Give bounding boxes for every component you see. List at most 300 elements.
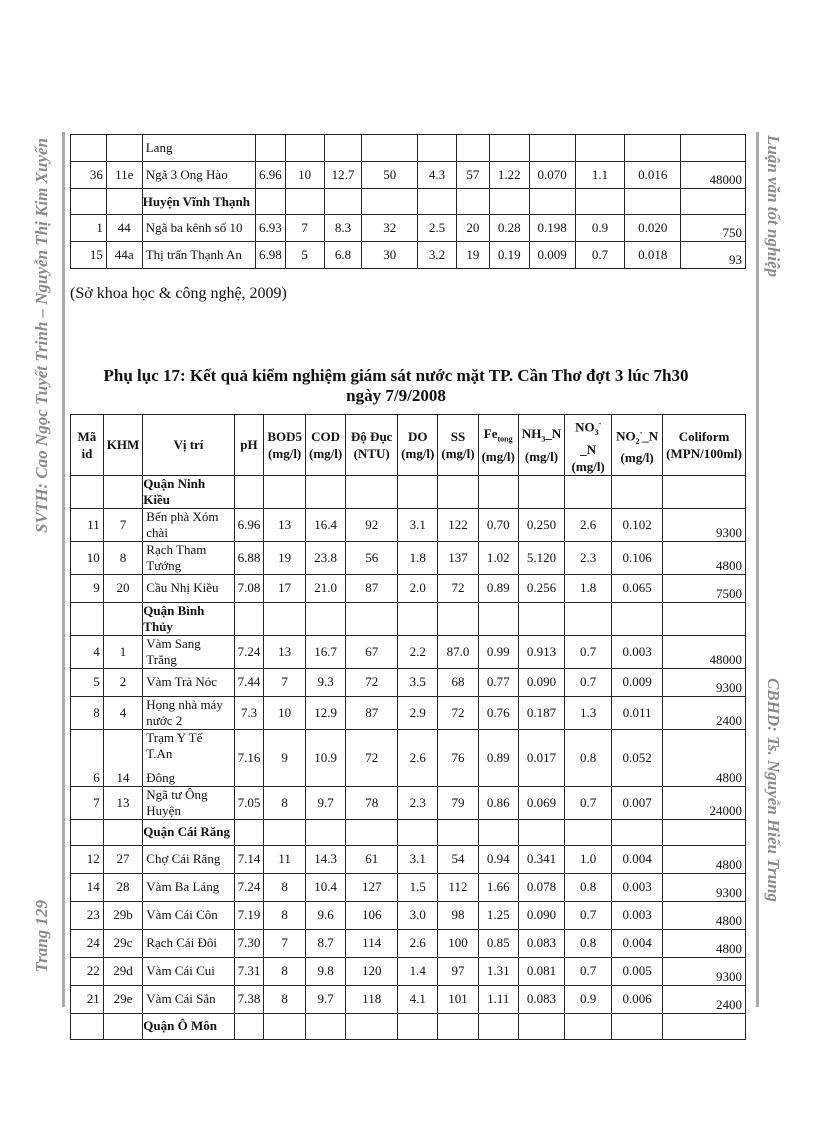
cell-ma: [71, 602, 104, 635]
cell-do: 2.9: [398, 696, 438, 729]
cell-khm: [103, 602, 143, 635]
cell-do: 4.3: [418, 162, 457, 189]
cell-vitri: [143, 729, 234, 786]
header-ss: SS (mg/l): [438, 415, 478, 476]
cell-bod5: 7: [264, 668, 306, 696]
cell-cod: 9.7: [306, 985, 346, 1013]
cell-cod: [324, 189, 362, 215]
cell-coliform: 93: [681, 242, 746, 269]
cell-vitri: Ngã tư Ông Huyện: [143, 786, 234, 819]
cell-cod: 9.3: [306, 668, 346, 696]
cell-coliform: 4800: [663, 901, 746, 929]
cell-ma: 6: [71, 729, 104, 786]
cell-ss: 72: [438, 696, 478, 729]
cell-doduc: 72: [346, 729, 398, 786]
cell-ph: 6.96: [234, 508, 264, 541]
cell-nh3: 0.187: [518, 696, 564, 729]
cell-ph: 7.08: [234, 574, 264, 602]
cell-nh3: 0.256: [518, 574, 564, 602]
cell-ss: 101: [438, 985, 478, 1013]
cell-coliform: 9300: [663, 508, 746, 541]
cell-coliform: 2400: [663, 985, 746, 1013]
cell-ma: 8: [71, 696, 104, 729]
cell-no2: 0.011: [612, 696, 663, 729]
cell-khm: 29e: [103, 985, 143, 1013]
cell-ma: 11: [71, 508, 104, 541]
cell-coliform: 2400: [663, 696, 746, 729]
header-no2: $NO_2^-\_N$ (mg/l): [612, 415, 663, 476]
cell-coliform: [681, 135, 746, 162]
cell-coliform: 4800: [663, 845, 746, 873]
cell-khm: 20: [103, 574, 143, 602]
table-row: [71, 242, 746, 269]
cell-no3: 0.9: [575, 215, 625, 242]
cell-do: 3.1: [398, 845, 438, 873]
cell-khm: 1: [103, 635, 143, 668]
cell-doduc: 72: [346, 668, 398, 696]
cell-coliform: 750: [681, 215, 746, 242]
cell-ss: 79: [438, 786, 478, 819]
header-row: [71, 415, 746, 476]
cell-no2: [612, 475, 663, 508]
cell-bod5: 9: [264, 729, 306, 786]
cell-fe: 0.89: [478, 574, 518, 602]
cell-ss: 72: [438, 574, 478, 602]
cell-do: 3.0: [398, 901, 438, 929]
cell-do: [398, 475, 438, 508]
cell-do: [398, 819, 438, 845]
cell-ss: 54: [438, 845, 478, 873]
cell-no2: [625, 135, 681, 162]
cell-bod5: 13: [264, 635, 306, 668]
cell-cod: 12.7: [324, 162, 362, 189]
cell-no2: 0.003: [612, 873, 663, 901]
cell-coliform: 9300: [663, 668, 746, 696]
cell-nh3: 0.078: [518, 873, 564, 901]
cell-ph: 6.98: [256, 242, 286, 269]
cell-khm: 8: [103, 541, 143, 574]
cell-no2: 0.018: [625, 242, 681, 269]
header-coliform: Coliform (MPN/100ml): [663, 415, 746, 476]
cell-cod: [324, 135, 362, 162]
cell-do: 1.5: [398, 873, 438, 901]
table-row: [71, 729, 746, 786]
cell-nh3: [529, 189, 575, 215]
cell-ss: 76: [438, 729, 478, 786]
cell-no2: 0.003: [612, 901, 663, 929]
cell-coliform: [663, 1013, 746, 1039]
cell-ph: [234, 1013, 264, 1039]
cell-no2: 0.016: [625, 162, 681, 189]
cell-do: [398, 1013, 438, 1039]
cell-coliform: 7500: [663, 574, 746, 602]
header-vitri: Vị trí: [143, 415, 234, 476]
cell-khm: [103, 475, 143, 508]
cell-fe: 1.25: [478, 901, 518, 929]
cell-no3: 0.9: [565, 985, 612, 1013]
cell-no2: 0.020: [625, 215, 681, 242]
cell-ss: 68: [438, 668, 478, 696]
cell-vitri: Rạch Cái Đôi: [143, 929, 234, 957]
cell-vitri: Bến phà Xóm chài: [143, 508, 234, 541]
group-row: [71, 602, 746, 635]
cell-no3: [565, 475, 612, 508]
cell-ph: 7.30: [234, 929, 264, 957]
cell-no3: [565, 1013, 612, 1039]
cell-vitri: Rạch Tham Tướng: [143, 541, 234, 574]
cell-do: 1.8: [398, 541, 438, 574]
cell-ss: [456, 189, 489, 215]
cell-vitri: Huyện Vĩnh Thạnh: [142, 189, 255, 215]
cell-no3: 2.6: [565, 508, 612, 541]
cell-cod: [306, 1013, 346, 1039]
cell-bod5: [264, 819, 306, 845]
cell-nh3: 0.913: [518, 635, 564, 668]
cell-fe: 0.85: [478, 929, 518, 957]
header-do: DO (mg/l): [398, 415, 438, 476]
cell-coliform: 4800: [663, 929, 746, 957]
cell-no2: [612, 1013, 663, 1039]
cell-no2: 0.006: [612, 985, 663, 1013]
cell-bod5: [285, 189, 324, 215]
cell-doduc: 127: [346, 873, 398, 901]
cell-bod5: 10: [285, 162, 324, 189]
cell-khm: [103, 819, 143, 845]
cell-fe: 1.02: [478, 541, 518, 574]
cell-doduc: 56: [346, 541, 398, 574]
cell-ss: 98: [438, 901, 478, 929]
cell-ss: 19: [456, 242, 489, 269]
cell-ma: 15: [71, 242, 107, 269]
table-row: [71, 162, 746, 189]
cell-vitri-line1: Trạm Y Tế T.An: [146, 729, 203, 761]
cell-coliform: [663, 819, 746, 845]
cell-khm: 44: [106, 215, 142, 242]
cell-coliform: [681, 189, 746, 215]
table-row: [71, 668, 746, 696]
cell-no2: [625, 189, 681, 215]
cell-ss: 137: [438, 541, 478, 574]
cell-bod5: 8: [264, 873, 306, 901]
cell-no2: 0.004: [612, 845, 663, 873]
table-caption: Phụ lục 17: Kết quả kiểm nghiệm giám sát nước mặt TP. Cần Thơ đợt 3 lúc 7h30 ngày 7/9/2008: [103, 366, 689, 405]
cell-no3: 1.0: [565, 845, 612, 873]
right-margin-advisor-text: CBHD: Ts. Nguyễn Hiếu Trung: [764, 678, 783, 903]
cell-cod: 6.8: [324, 242, 362, 269]
cell-ma: 4: [71, 635, 104, 668]
cell-ma: [71, 135, 107, 162]
table-row: [71, 696, 746, 729]
cell-ss: [438, 1013, 478, 1039]
cell-no3: 1.1: [575, 162, 625, 189]
cell-doduc: [362, 189, 418, 215]
cell-no2: 0.052: [612, 729, 663, 786]
cell-khm: 29d: [103, 957, 143, 985]
cell-nh3: [518, 602, 564, 635]
cell-ss: 100: [438, 929, 478, 957]
cell-nh3: 0.341: [518, 845, 564, 873]
cell-doduc: 30: [362, 242, 418, 269]
cell-do: 2.0: [398, 574, 438, 602]
cell-do: 2.3: [398, 786, 438, 819]
cell-ph: 6.88: [234, 541, 264, 574]
table-row: [71, 929, 746, 957]
cell-fe: 0.77: [478, 668, 518, 696]
cell-ph: 7.24: [234, 873, 264, 901]
cell-do: 2.6: [398, 929, 438, 957]
cell-fe: [489, 135, 529, 162]
cell-doduc: [346, 602, 398, 635]
cell-bod5: 11: [264, 845, 306, 873]
cell-cod: 16.4: [306, 508, 346, 541]
cell-cod: [306, 819, 346, 845]
cell-nh3: [518, 1013, 564, 1039]
cell-nh3: 0.017: [518, 729, 564, 786]
cell-no3: 0.7: [575, 242, 625, 269]
cell-do: 3.5: [398, 668, 438, 696]
cell-nh3: 0.069: [518, 786, 564, 819]
cell-vitri: Vàm Trà Nóc: [143, 668, 234, 696]
cell-vitri: Quận Ninh Kiều: [143, 475, 234, 508]
cell-doduc: 114: [346, 929, 398, 957]
cell-ma: [71, 189, 107, 215]
cell-nh3: 0.198: [529, 215, 575, 242]
cell-ph: [234, 475, 264, 508]
cell-doduc: [346, 819, 398, 845]
cell-no3: 0.7: [565, 901, 612, 929]
cell-cod: 23.8: [306, 541, 346, 574]
cell-ss: [438, 475, 478, 508]
cell-ph: 7.05: [234, 786, 264, 819]
cell-fe: 0.28: [489, 215, 529, 242]
group-row: [71, 819, 746, 845]
cell-vitri-line2: Đông: [146, 769, 176, 785]
cell-fe: 1.22: [489, 162, 529, 189]
cell-vitri: Quận Bình Thủy: [143, 602, 234, 635]
cell-khm: 29c: [103, 929, 143, 957]
cell-khm: [106, 135, 142, 162]
cell-bod5: 7: [285, 215, 324, 242]
cell-ph: [234, 819, 264, 845]
cell-ma: 5: [71, 668, 104, 696]
cell-khm: 29b: [103, 901, 143, 929]
cell-do: 2.6: [398, 729, 438, 786]
cell-do: 2.5: [418, 215, 457, 242]
cell-no2: 0.102: [612, 508, 663, 541]
cell-ma: [71, 475, 104, 508]
cell-nh3: 0.090: [518, 668, 564, 696]
cell-cod: 9.6: [306, 901, 346, 929]
group-row: [71, 189, 746, 215]
header-fe: $Fe_{tong}$ (mg/l): [478, 415, 518, 476]
cell-ss: 20: [456, 215, 489, 242]
cell-doduc: 120: [346, 957, 398, 985]
header-ma: Mã id: [71, 415, 104, 476]
cell-vitri: Thị trấn Thạnh An: [142, 242, 255, 269]
cell-bod5: 5: [285, 242, 324, 269]
cell-doduc: 67: [346, 635, 398, 668]
cell-fe: 0.19: [489, 242, 529, 269]
cell-vitri: Lang: [142, 135, 255, 162]
cell-no3: [565, 819, 612, 845]
group-row: [71, 1013, 746, 1039]
table-row: [71, 635, 746, 668]
cell-bod5: 13: [264, 508, 306, 541]
cell-no2: 0.007: [612, 786, 663, 819]
cell-ma: 12: [71, 845, 104, 873]
header-cod: COD (mg/l): [306, 415, 346, 476]
cell-fe: [478, 602, 518, 635]
cell-no2: 0.106: [612, 541, 663, 574]
cell-no3: 0.8: [565, 873, 612, 901]
cell-ph: 6.96: [256, 162, 286, 189]
cell-coliform: 9300: [663, 873, 746, 901]
right-margin-rule: [756, 132, 759, 1007]
cell-ph: 7.31: [234, 957, 264, 985]
cell-cod: 10.4: [306, 873, 346, 901]
cell-ma: 1: [71, 215, 107, 242]
cell-do: 1.4: [398, 957, 438, 985]
cell-cod: [306, 602, 346, 635]
table-row: [71, 985, 746, 1013]
cell-no2: 0.004: [612, 929, 663, 957]
cell-no3: 1.3: [565, 696, 612, 729]
table-row: [71, 215, 746, 242]
cell-coliform: 48000: [663, 635, 746, 668]
cell-fe: 1.66: [478, 873, 518, 901]
cell-ss: 97: [438, 957, 478, 985]
cell-nh3: 0.083: [518, 985, 564, 1013]
cell-fe: [478, 475, 518, 508]
left-margin-author-text: SVTH: Cao Ngọc Tuyết Trinh – Nguyễn Thị Kim Xuyến: [32, 138, 51, 533]
cell-doduc: 87: [346, 574, 398, 602]
table-row: [71, 541, 746, 574]
cell-coliform: 4800: [663, 729, 746, 786]
cell-doduc: [362, 135, 418, 162]
cell-do: 3.2: [418, 242, 457, 269]
cell-fe: 0.70: [478, 508, 518, 541]
cell-ss: [438, 602, 478, 635]
cell-vitri: Vàm Cái Côn: [143, 901, 234, 929]
cell-ma: 23: [71, 901, 104, 929]
cell-do: 2.2: [398, 635, 438, 668]
cell-bod5: [264, 475, 306, 508]
cell-ma: [71, 1013, 104, 1039]
cell-do: [418, 189, 457, 215]
cell-no3: 0.7: [565, 957, 612, 985]
cell-do: [398, 602, 438, 635]
cell-no3: 1.8: [565, 574, 612, 602]
cell-khm: 13: [103, 786, 143, 819]
cell-ma: 10: [71, 541, 104, 574]
table-row: [71, 957, 746, 985]
cell-khm: 27: [103, 845, 143, 873]
cell-bod5: 19: [264, 541, 306, 574]
cell-ma: 24: [71, 929, 104, 957]
cell-ma: 22: [71, 957, 104, 985]
left-margin-rule: [62, 132, 65, 1007]
cell-doduc: 61: [346, 845, 398, 873]
cell-nh3: 0.090: [518, 901, 564, 929]
cell-bod5: 8: [264, 901, 306, 929]
cell-doduc: [346, 1013, 398, 1039]
cell-ss: 87.0: [438, 635, 478, 668]
cell-no2: 0.009: [612, 668, 663, 696]
cell-nh3: [529, 135, 575, 162]
cell-fe: 0.86: [478, 786, 518, 819]
cell-doduc: 87: [346, 696, 398, 729]
cell-fe: [478, 819, 518, 845]
header-nh3: $NH_3\_N$ (mg/l): [518, 415, 564, 476]
cell-coliform: [663, 475, 746, 508]
cell-vitri: Quận Ô Môn: [143, 1013, 234, 1039]
main-data-table: [70, 414, 746, 1040]
cell-doduc: 78: [346, 786, 398, 819]
cell-bod5: 8: [264, 786, 306, 819]
table-row: [71, 574, 746, 602]
cell-ss: [438, 819, 478, 845]
cell-ss: 112: [438, 873, 478, 901]
cell-fe: 1.31: [478, 957, 518, 985]
cell-ph: [256, 189, 286, 215]
cell-vitri: Ngã 3 Ong Hào: [142, 162, 255, 189]
cell-nh3: 0.070: [529, 162, 575, 189]
cell-coliform: [663, 602, 746, 635]
cell-coliform: 4800: [663, 541, 746, 574]
cell-bod5: [264, 1013, 306, 1039]
cell-ph: 7.19: [234, 901, 264, 929]
cell-khm: 14: [103, 729, 143, 786]
cell-khm: [103, 1013, 143, 1039]
header-no3: $NO_3^-\_N$ (mg/l): [565, 415, 612, 476]
cell-ma: [71, 819, 104, 845]
cell-cod: [306, 475, 346, 508]
cell-khm: 28: [103, 873, 143, 901]
cell-ph: 7.16: [234, 729, 264, 786]
cell-no3: 2.3: [565, 541, 612, 574]
cell-fe: 0.99: [478, 635, 518, 668]
cell-no2: 0.003: [612, 635, 663, 668]
cell-doduc: [346, 475, 398, 508]
group-row: [71, 475, 746, 508]
cell-no3: [575, 135, 625, 162]
cell-bod5: [264, 602, 306, 635]
cell-ph: 7.3: [234, 696, 264, 729]
cell-ss: [456, 135, 489, 162]
cell-no3: 0.8: [565, 929, 612, 957]
cell-vitri: Vàm Sang Trắng: [143, 635, 234, 668]
cell-fe: 0.89: [478, 729, 518, 786]
cell-bod5: 8: [264, 957, 306, 985]
cell-ph: 7.44: [234, 668, 264, 696]
cell-no3: 0.8: [565, 729, 612, 786]
cell-ph: 7.38: [234, 985, 264, 1013]
cell-vitri: Vàm Cái Sắn: [143, 985, 234, 1013]
cell-cod: 9.8: [306, 957, 346, 985]
cell-fe: [478, 1013, 518, 1039]
cell-bod5: 8: [264, 985, 306, 1013]
cell-ma: 7: [71, 786, 104, 819]
cell-no2: 0.005: [612, 957, 663, 985]
cell-no3: [575, 189, 625, 215]
cell-vitri: Quận Cái Răng: [143, 819, 234, 845]
cell-no3: 0.7: [565, 786, 612, 819]
cell-nh3: 5.120: [518, 541, 564, 574]
header-ph: pH: [234, 415, 264, 476]
table-row: [71, 508, 746, 541]
cell-coliform: 24000: [663, 786, 746, 819]
cell-fe: 1.11: [478, 985, 518, 1013]
